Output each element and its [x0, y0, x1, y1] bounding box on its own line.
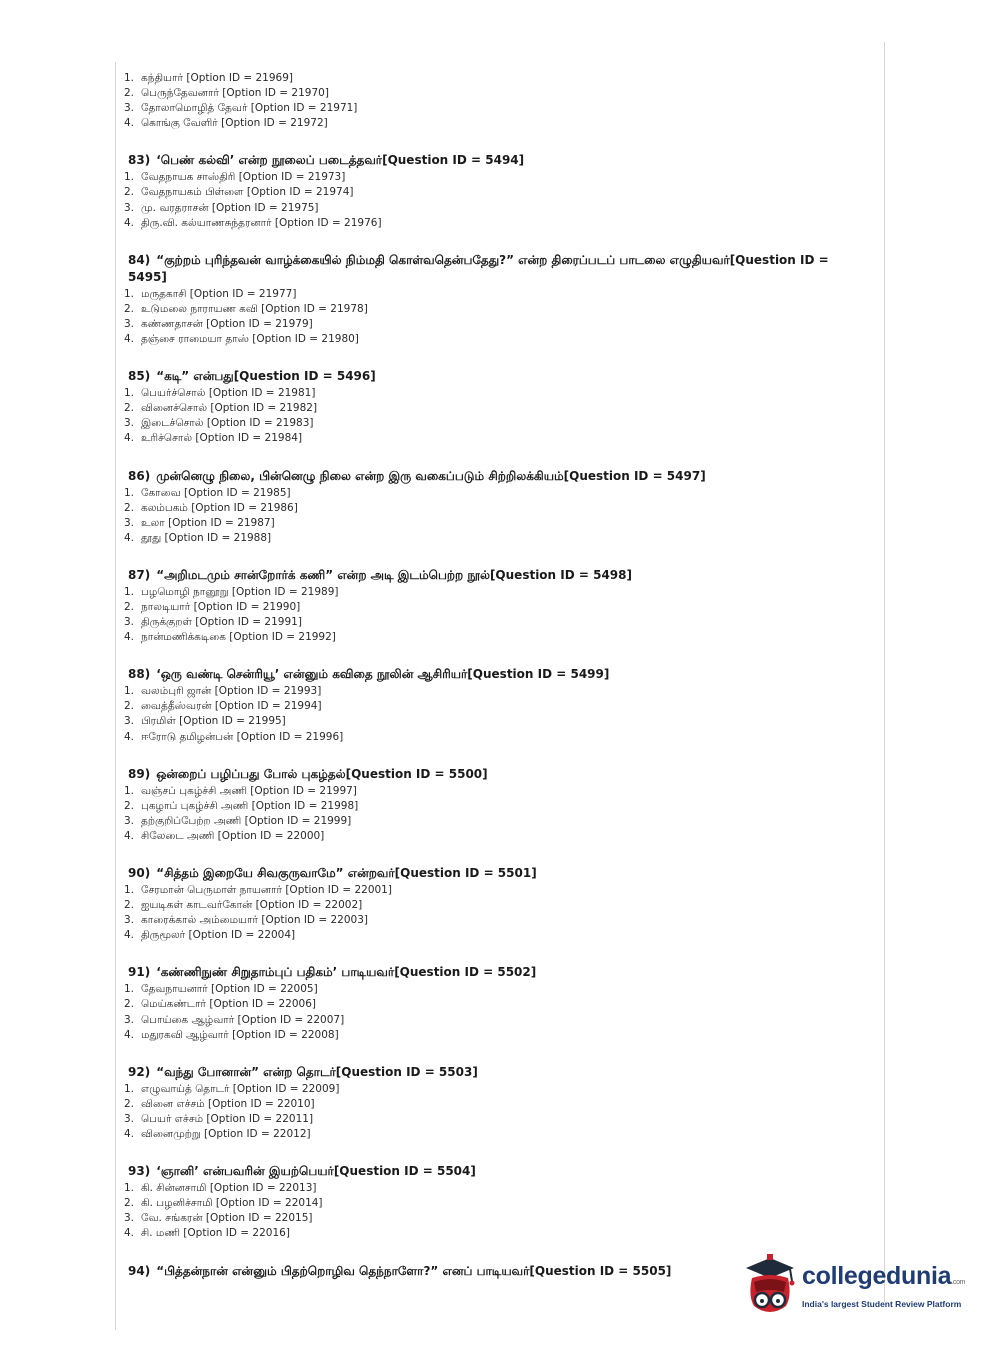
option-item: [124, 730, 869, 745]
question-title: [128, 252, 869, 286]
options-list: [124, 1181, 869, 1241]
option-number: 2.: [124, 186, 135, 199]
option-item: [124, 386, 869, 401]
option-text: மெய்கண்டார் [Option ID = 22006]: [141, 998, 316, 1011]
left-margin-rule: [115, 62, 116, 1330]
option-text: உரிச்சொல் [Option ID = 21984]: [141, 432, 303, 445]
option-text: வஞ்சப் புகழ்ச்சி அணி [Option ID = 21997]: [141, 784, 357, 797]
option-text: பெயர் எச்சம் [Option ID = 22011]: [141, 1112, 314, 1125]
option-item: [124, 216, 869, 231]
option-item: [124, 814, 869, 829]
question-block: [124, 766, 869, 844]
option-item: [124, 332, 869, 347]
option-number: 1.: [124, 585, 135, 598]
question-number: 84): [128, 252, 151, 267]
question-text: முன்னெழு நிலை, பின்னெழு நிலை என்ற இரு வகைப்படும் சிற்றிலக்கியம்[Question ID = 5497]: [156, 468, 706, 483]
options-list: [124, 883, 869, 943]
option-number: 2.: [124, 799, 135, 812]
option-number: 3.: [124, 1013, 135, 1026]
option-text: கண்ணதாசன் [Option ID = 21979]: [141, 317, 313, 330]
question-text: ‘ஒரு வண்டி சென்ரியூ’ என்னும் கவிதை நூலின் ஆசிரியர்[Question ID = 5499]: [156, 667, 610, 682]
question-text: “வந்து போனான்” என்ற தொடர்[Question ID = 5503]: [156, 1064, 478, 1079]
logo-domain-suffix: .com: [951, 1279, 966, 1286]
option-number: 1.: [124, 1182, 135, 1195]
option-text: வினை எச்சம் [Option ID = 22010]: [141, 1097, 315, 1110]
option-text: திருக்குறள் [Option ID = 21991]: [141, 616, 302, 629]
option-text: சி. மணி [Option ID = 22016]: [141, 1227, 290, 1240]
option-item: [124, 1226, 869, 1241]
option-text: எழுவாய்த் தொடர் [Option ID = 22009]: [141, 1082, 340, 1095]
option-item: [124, 1181, 869, 1196]
question-title: [128, 1163, 869, 1180]
question-title: [128, 152, 869, 169]
option-number: 1.: [124, 685, 135, 698]
option-number: 4.: [124, 432, 135, 445]
option-item: [124, 982, 869, 997]
continued-options-list: [124, 71, 869, 131]
option-number: 3.: [124, 715, 135, 728]
option-item: [124, 1211, 869, 1226]
option-text: கி. சின்னசாமி [Option ID = 22013]: [141, 1182, 317, 1195]
question-number: 93): [128, 1164, 151, 1179]
question-text: ஒன்றைப் பழிப்பது போல் புகழ்தல்[Question ID = 5500]: [156, 766, 488, 781]
option-number: 3.: [124, 1112, 135, 1125]
option-number: 2.: [124, 402, 135, 415]
options-list: [124, 386, 869, 446]
question-title: [128, 766, 869, 783]
option-number: 3.: [124, 1212, 135, 1225]
option-text: தூது [Option ID = 21988]: [141, 531, 272, 544]
option-text: திரு.வி. கல்யாணசுந்தரனார் [Option ID = 21976]: [141, 216, 382, 229]
question-number: 85): [128, 369, 151, 384]
option-text: பிரமிள் [Option ID = 21995]: [141, 715, 286, 728]
option-text: கோவை [Option ID = 21985]: [141, 486, 291, 499]
option-item: [124, 615, 869, 630]
option-text: சிலேடை அணி [Option ID = 22000]: [141, 829, 325, 842]
option-text: வினைமுற்று [Option ID = 22012]: [141, 1128, 311, 1141]
option-number: 1.: [124, 171, 135, 184]
question-text: “பித்தன்நான் என்னும் பிதற்றொழிவ தெந்நாளோ?” எனப் பாடியவர்[Question ID = 5505]: [156, 1263, 672, 1278]
question-number: 88): [128, 667, 151, 682]
option-text: வே. சங்கரன் [Option ID = 22015]: [141, 1212, 313, 1225]
option-item: [124, 997, 869, 1012]
option-number: 4.: [124, 1227, 135, 1240]
option-text: கந்தியார் [Option ID = 21969]: [141, 72, 293, 84]
question-block: [124, 368, 869, 446]
question-block: [124, 252, 869, 347]
option-number: 4.: [124, 117, 135, 130]
question-text: “கடி” என்பது[Question ID = 5496]: [156, 369, 376, 384]
options-list: [124, 982, 869, 1042]
option-text: உலா [Option ID = 21987]: [141, 516, 275, 529]
option-text: வலம்புரி ஜான் [Option ID = 21993]: [141, 685, 322, 698]
option-text: ஐயடிகள் காடவர்கோன் [Option ID = 22002]: [141, 899, 363, 912]
option-text: புகழாப் புகழ்ச்சி அணி [Option ID = 21998]: [141, 799, 359, 812]
option-item: [124, 784, 869, 799]
option-item: [124, 913, 869, 928]
option-text: வேதநாயக சாஸ்திரி [Option ID = 21973]: [141, 171, 346, 184]
question-block: [124, 1064, 869, 1142]
question-text: ‘கண்ணிநுண் சிறுதாம்புப் பதிகம்’ பாடியவர்[Question ID = 5502]: [156, 965, 537, 980]
option-number: 4.: [124, 1128, 135, 1141]
option-item: [124, 585, 869, 600]
options-list: [124, 486, 869, 546]
option-text: மு. வரதராசன் [Option ID = 21975]: [141, 201, 319, 214]
options-list: [124, 585, 869, 645]
option-number: 2.: [124, 899, 135, 912]
option-text: நான்மணிக்கடிகை [Option ID = 21992]: [141, 631, 336, 644]
option-text: மதுரகவி ஆழ்வார் [Option ID = 22008]: [141, 1028, 339, 1041]
option-number: 3.: [124, 317, 135, 330]
option-text: காரைக்கால் அம்மையார் [Option ID = 22003]: [141, 914, 368, 927]
option-text: கலம்பகம் [Option ID = 21986]: [141, 501, 298, 514]
option-text: பழமொழி நானூறு [Option ID = 21989]: [141, 585, 339, 598]
question-title: [128, 567, 869, 584]
option-text: கொங்கு வேளிர் [Option ID = 21972]: [141, 117, 328, 130]
option-item: [124, 1127, 869, 1142]
options-list: [124, 1082, 869, 1142]
option-item: [124, 1013, 869, 1028]
options-list: [124, 784, 869, 844]
option-item: [124, 302, 869, 317]
option-item: [124, 317, 869, 332]
options-list: [124, 287, 869, 347]
question-paper: [124, 71, 869, 1281]
question-title: [128, 964, 869, 981]
option-item: [124, 201, 869, 216]
option-item: [124, 630, 869, 645]
option-number: 1.: [124, 486, 135, 499]
option-number: 1.: [124, 983, 135, 996]
option-item: [124, 287, 869, 302]
option-text: வேதநாயகம் பிள்ளை [Option ID = 21974]: [141, 186, 354, 199]
option-item: [124, 401, 869, 416]
option-item: [124, 1097, 869, 1112]
option-item: [124, 829, 869, 844]
question-number: 92): [128, 1064, 151, 1079]
option-item: [124, 1196, 869, 1211]
option-item: [124, 1112, 869, 1127]
option-number: 3.: [124, 914, 135, 927]
question-text: “சித்தம் இறையே சிவகுருவாமே” என்றவர்[Question ID = 5501]: [156, 866, 537, 880]
option-number: 2.: [124, 1197, 135, 1210]
option-text: தேவநாயனார் [Option ID = 22005]: [141, 983, 318, 996]
question-title: [128, 368, 869, 385]
right-margin-rule: [884, 42, 885, 1302]
question-block: [124, 865, 869, 943]
option-number: 2.: [124, 1097, 135, 1110]
option-number: 2.: [124, 700, 135, 713]
question-text: “அறிமடமும் சான்றோர்க் கணி” என்ற அடி இடம்பெற்ற நூல்[Question ID = 5498]: [156, 567, 632, 582]
question-block: [124, 468, 869, 546]
option-number: 2.: [124, 998, 135, 1011]
options-list: [124, 170, 869, 230]
option-number: 4.: [124, 829, 135, 842]
options-list: [124, 684, 869, 744]
option-text: மருதகாசி [Option ID = 21977]: [141, 287, 297, 300]
option-item: [124, 928, 869, 943]
option-item: [124, 799, 869, 814]
question-block: [124, 152, 869, 230]
option-item: [124, 486, 869, 501]
option-item: [124, 170, 869, 185]
student-mascot-icon: [740, 1248, 804, 1324]
option-number: 3.: [124, 417, 135, 430]
option-item: [124, 86, 869, 101]
option-item: [124, 699, 869, 714]
option-text: தற்குறிப்பேற்ற அணி [Option ID = 21999]: [141, 814, 352, 827]
option-number: 2.: [124, 600, 135, 613]
question-number: 87): [128, 567, 151, 582]
option-item: [124, 101, 869, 116]
option-text: இடைச்சொல் [Option ID = 21983]: [141, 417, 314, 430]
question-title: [128, 865, 869, 882]
option-item: [124, 71, 869, 86]
option-number: 4.: [124, 631, 135, 644]
option-number: 3.: [124, 814, 135, 827]
option-number: 2.: [124, 501, 135, 514]
option-number: 3.: [124, 201, 135, 214]
question-block: [124, 964, 869, 1042]
question-block: [124, 666, 869, 744]
option-number: 3.: [124, 616, 135, 629]
option-item: [124, 684, 869, 699]
option-number: 1.: [124, 287, 135, 300]
option-number: 1.: [124, 387, 135, 400]
option-number: 4.: [124, 929, 135, 942]
option-text: கி. பழனிச்சாமி [Option ID = 22014]: [141, 1197, 323, 1210]
question-title: [128, 468, 869, 485]
option-text: பொய்கை ஆழ்வார் [Option ID = 22007]: [141, 1013, 345, 1026]
question-block: [124, 1163, 869, 1241]
question-number: 91): [128, 965, 151, 980]
question-title: [128, 666, 869, 683]
logo-wordmark: [802, 1262, 965, 1291]
option-item: [124, 416, 869, 431]
option-number: 4.: [124, 1028, 135, 1041]
collegedunia-logo[interactable]: [740, 1248, 970, 1324]
option-text: தோலாமொழித் தேவர் [Option ID = 21971]: [141, 102, 358, 115]
option-item: [124, 883, 869, 898]
option-number: 1.: [124, 884, 135, 896]
option-item: [124, 516, 869, 531]
question-text: ‘பெண் கல்வி’ என்ற நூலைப் படைத்தவர்[Question ID = 5494]: [156, 153, 525, 168]
option-number: 2.: [124, 302, 135, 315]
question-text: “குற்றம் புரிந்தவன் வாழ்க்கையில் நிம்மதி கொள்வதென்பதேது?” என்ற திரைப்படப் பாடலை எழுதியவர்[Question ID = 5495]: [128, 252, 829, 284]
option-number: 4.: [124, 333, 135, 346]
option-number: 3.: [124, 102, 135, 115]
option-item: [124, 1082, 869, 1097]
question-text: ‘ஞானி’ என்பவரின் இயற்பெயர்[Question ID = 5504]: [156, 1164, 476, 1179]
option-text: ஈரோடு தமிழன்பன் [Option ID = 21996]: [141, 730, 344, 743]
option-number: 3.: [124, 516, 135, 529]
option-item: [124, 185, 869, 200]
question-number: 90): [128, 866, 151, 880]
option-text: தஞ்சை ராமையா தாஸ் [Option ID = 21980]: [141, 333, 359, 346]
option-item: [124, 714, 869, 729]
option-number: 4.: [124, 531, 135, 544]
option-text: நாலடியார் [Option ID = 21990]: [141, 600, 301, 613]
option-item: [124, 600, 869, 615]
option-item: [124, 531, 869, 546]
question-number: 83): [128, 153, 151, 168]
question-block: [124, 567, 869, 645]
option-text: பெருந்தேவனார் [Option ID = 21970]: [141, 87, 329, 100]
option-text: சேரமான் பெருமாள் நாயனார் [Option ID = 22001]: [141, 884, 392, 896]
option-number: 1.: [124, 1082, 135, 1095]
option-text: திருமூலர் [Option ID = 22004]: [141, 929, 296, 942]
option-text: பெயர்ச்சொல் [Option ID = 21981]: [141, 387, 316, 400]
option-number: 1.: [124, 72, 135, 84]
questions-list: [124, 152, 869, 1279]
option-number: 4.: [124, 730, 135, 743]
option-item: [124, 116, 869, 131]
question-number: 94): [128, 1263, 151, 1278]
question-title: [128, 1064, 869, 1081]
option-item: [124, 501, 869, 516]
option-text: வினைச்சொல் [Option ID = 21982]: [141, 402, 318, 415]
option-text: உடுமலை நாராயண கவி [Option ID = 21978]: [141, 302, 368, 315]
question-number: 89): [128, 766, 151, 781]
option-number: 4.: [124, 216, 135, 229]
option-item: [124, 431, 869, 446]
option-item: [124, 1028, 869, 1043]
question-number: 86): [128, 468, 151, 483]
option-number: 2.: [124, 87, 135, 100]
logo-tagline: India's largest Student Review Platform: [802, 1299, 962, 1309]
option-text: வைத்தீஸ்வரன் [Option ID = 21994]: [141, 700, 322, 713]
option-number: 1.: [124, 784, 135, 797]
option-item: [124, 898, 869, 913]
logo-name: collegedunia: [802, 1262, 952, 1290]
